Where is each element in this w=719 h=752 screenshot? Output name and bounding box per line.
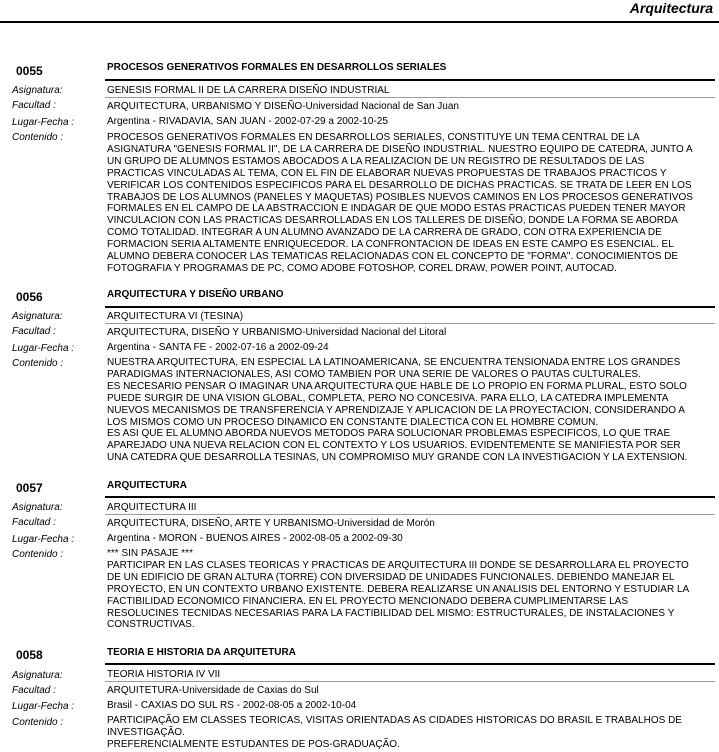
record-number: 0055 <box>16 64 43 78</box>
contenido-line: FACTIBILIDAD ECONOMICO FINANCIERA. EN EL PROYECTO MENCIONADO DEBERA CUMPLIMENTARSE LAS <box>107 595 629 607</box>
contenido-line: VERIFICAR LOS CONTENIDOS ESPECIFICOS PARA EL DESARROLLO DE DICHAS PRACTICAS. SE TRATA DE LEER EN LOS <box>107 179 692 191</box>
contenido-line: INVESTIGAÇÃO. <box>107 726 185 738</box>
field-divider <box>105 323 715 324</box>
contenido-text <box>107 132 711 275</box>
facultad-value: ARQUITETURA-Universidade de Caxias do Sul <box>107 685 319 696</box>
lugar-fecha-label: Lugar-Fecha : <box>12 343 75 354</box>
record-number: 0056 <box>16 290 43 304</box>
header-divider <box>0 21 719 23</box>
asignatura-label: Asignatura: <box>12 311 63 322</box>
lugar-fecha-label: Lugar-Fecha : <box>12 534 75 545</box>
record-divider <box>105 496 715 498</box>
lugar-fecha-label: Lugar-Fecha : <box>12 117 75 128</box>
contenido-line: PUEDE SURGIR DE UNA VISION GLOBAL, COMPLETA, PERO NO CONCESIVA. PARA ELLO, LA CATEDRA IMPLEMENTA <box>107 392 669 404</box>
record-divider <box>105 79 715 81</box>
contenido-text <box>107 715 711 751</box>
facultad-label: Facultad : <box>12 685 56 696</box>
contenido-line: FORMALES EN EL CAMPO DE LA ABSTRACCION E INDAGAR DE QUE MODO ESTAS PRACTICAS PUEDEN TENER MAYOR <box>107 203 686 215</box>
contenido-line: ES NECESARIO PENSAR O IMAGINAR UNA ARQUITECTURA QUE HABLE DE LO PROPIO EN FORMA PLURAL, ESTO SOLO <box>107 380 687 392</box>
asignatura-label: Asignatura: <box>12 502 63 513</box>
lugar-fecha-value: Brasil - CAXIAS DO SUL RS - 2002-08-05 a 2002-10-04 <box>107 700 357 711</box>
record-number: 0058 <box>16 648 43 662</box>
record-title: TEORIA E HISTORIA DA ARQUITETURA <box>107 647 296 658</box>
lugar-fecha-value: Argentina - RIVADAVIA, SAN JUAN - 2002-07-29 a 2002-10-25 <box>107 116 388 127</box>
contenido-line: PREFERENCIALMENTE ESTUDANTES DE POS-GRADUAÇÃO. <box>107 738 400 750</box>
contenido-line: CONSTRUCTIVAS. <box>107 619 195 631</box>
facultad-value: ARQUITECTURA, DISEÑO, ARTE Y URBANISMO-Universidad de Morón <box>107 518 435 529</box>
contenido-line: PARADIGMAS INTERNACIONALES, ASI COMO TAMBIEN POR UNA SERIE DE VALORES O PAUTAS CULTURALES. <box>107 368 641 380</box>
contenido-line: FOTOGRAFIA Y PROGRAMAS DE PC, COMO ADOBE FOTOSHOP, COREL DRAW, POWER POINT, AUTOCAD. <box>107 262 617 274</box>
contenido-line: DE UN EDIFICIO DE GRAN ALTURA (TORRE) CON DIVERSIDAD DE UNIDADES FUNCIONALES. DEBIENDO MANEJAR EL <box>107 571 675 583</box>
contenido-line: PROCESOS GENERATIVOS FORMALES EN DESARROLLOS SERIALES, CONSTITUYE UN TEMA CENTRAL DE LA <box>107 132 640 143</box>
field-divider <box>105 97 715 98</box>
contenido-line: ASIGNATURA "GENESIS FORMAL II", DE LA CARRERA DE DISEÑO INDUSTRIAL. NUESTRO EQUIPO DE CATEDRA, JUNTO A <box>107 143 693 155</box>
contenido-label: Contenido : <box>12 358 64 369</box>
contenido-line: ES ASI QUE EL ALUMNO ABORDA NUEVOS METODOS PARA SOLUCIONAR PROBLEMAS ESPECIFICOS, LO QUE TRAE <box>107 428 671 440</box>
facultad-value: ARQUITECTURA, URBANISMO Y DISEÑO-Universidad Nacional de San Juan <box>107 101 459 112</box>
record-title: ARQUITECTURA Y DISEÑO URBANO <box>107 289 284 300</box>
contenido-line: NUESTRA ARQUITECTURA, EN ESPECIAL LA LATINOAMERICANA, SE ENCUENTRA TENSIONADA ENTRE LOS GRANDES <box>107 357 681 368</box>
contenido-line: PARTICIPAR EN LAS CLASES TEORICAS Y PRACTICAS DE ARQUITECTURA III DONDE SE DESARROLLARA EL PROYECTO <box>107 559 689 571</box>
asignatura-value: ARQUITECTURA III <box>107 502 197 513</box>
contenido-line: PROYECTO, EN UN CONTEXTO URBANO EXISTENTE. DEBERA REALIZARSE UN ANALISIS DEL ENTORNO Y ESTUDIAR LA <box>107 583 690 595</box>
asignatura-label: Asignatura: <box>12 670 63 681</box>
contenido-line: FORMACION SERIA ALTAMENTE ENRIQUECEDOR. LA CONFRONTACION DE IDEAS EN ESTE CAMPO ES ESENCIAL. EL <box>107 239 674 251</box>
lugar-fecha-value: Argentina - SANTA FE - 2002-07-16 a 2002-09-24 <box>107 342 329 353</box>
contenido-line: PRACTICAS VINCULADAS AL TEMA, CON EL FIN DE ELABORAR NUEVAS PROPUESTAS DE TRABAJOS PRACTICOS Y <box>107 167 667 179</box>
asignatura-label: Asignatura: <box>12 85 63 96</box>
contenido-line: *** SIN PASAJE *** <box>107 548 193 559</box>
asignatura-value: TEORIA HISTORIA IV VII <box>107 669 221 680</box>
contenido-label: Contenido : <box>12 132 64 143</box>
contenido-line: VINCULACION CON LAS PRACTICAS DESARROLLADAS EN LOS TALLERES DE DISEÑO, DONDE LA FORMA SE ABORDA <box>107 215 678 227</box>
contenido-line: PARTICIPAÇÃO EM CLASSES TEORICAS, VISITAS ORIENTADAS AS CIDADES HISTORICAS DO BRASIL E TRABALHOS DE <box>107 715 682 726</box>
asignatura-value: ARQUITECTURA VI (TESINA) <box>107 311 244 322</box>
contenido-line: TRABAJOS DE LOS ALUMNOS (PANELES Y MAQUETAS) POSIBLES NUEVOS CAMINOS EN LOS PROCESOS GENERATIVOS <box>107 191 693 203</box>
contenido-label: Contenido : <box>12 717 64 728</box>
field-divider <box>105 514 715 515</box>
contenido-line: UN GRUPO DE ALUMNOS ESTAMOS ABOCADOS A LA REALIZACION DE UN REGISTRO DE RESULTADOS DE LAS <box>107 155 645 167</box>
contenido-line: RESOLUCINES TECNIDAS NECESARIAS PARA LA FACTIBILIDAD DEL MISMO: ESTRUCTURALES, DE INSTALACIONES Y <box>107 607 675 619</box>
contenido-line: ALUMNO DEBERA CONOCER LAS TEMATICAS RELACIONADAS CON EL CONCEPTO DE "FORMA". CONOCIMIENTOS DE <box>107 251 679 263</box>
field-divider <box>105 681 715 682</box>
facultad-label: Facultad : <box>12 100 56 111</box>
record-divider <box>105 306 715 308</box>
facultad-label: Facultad : <box>12 517 56 528</box>
contenido-line: LOS MISMOS COMO UN PROCESO DINAMICO EN CONSTANTE DIALECTICA CON EL HOMBRE COMUN. <box>107 416 599 428</box>
facultad-label: Facultad : <box>12 326 56 337</box>
record-divider <box>105 663 715 665</box>
record-number: 0057 <box>16 481 43 495</box>
contenido-line: NUEVOS MECANISMOS DE TRANSFERENCIA Y APRENDIZAJE Y APLICACION DE LA PROYECTACION, CONSIDERANDO A <box>107 404 685 416</box>
facultad-value: ARQUITECTURA, DISEÑO Y URBANISMO-Universidad Nacional del Litoral <box>107 327 447 338</box>
asignatura-value: GENESIS FORMAL II DE LA CARRERA DISEÑO INDUSTRIAL <box>107 85 390 96</box>
record-title: PROCESOS GENERATIVOS FORMALES EN DESARROLLOS SERIALES <box>107 62 447 73</box>
lugar-fecha-value: Argentina - MORON - BUENOS AIRES - 2002-08-05 a 2002-09-30 <box>107 533 403 544</box>
contenido-line: COMO TOTALIDAD. INTEGRAR A UN ALUMNO AVANZADO DE LA CARRERA DE GRADO, CON OTRA EXPERIENCIA DE <box>107 227 662 239</box>
lugar-fecha-label: Lugar-Fecha : <box>12 701 75 712</box>
contenido-label: Contenido : <box>12 549 64 560</box>
contenido-line: APAREJADO UNA NUEVA RELACION CON EL CONTEXTO Y LOS USUARIOS. EVIDENTEMENTE SE MANIFIESTA POR SER <box>107 440 681 452</box>
record-title: ARQUITECTURA <box>107 480 187 491</box>
contenido-text <box>107 548 711 631</box>
contenido-text <box>107 357 711 464</box>
page-header-title: Arquitectura <box>629 0 713 16</box>
contenido-line: UNA CATEDRA QUE DESARROLLA TESINAS, UN COMPROMISO MUY GRANDE CON LA INVESTIGACION Y LA EXTENSION. <box>107 452 688 464</box>
